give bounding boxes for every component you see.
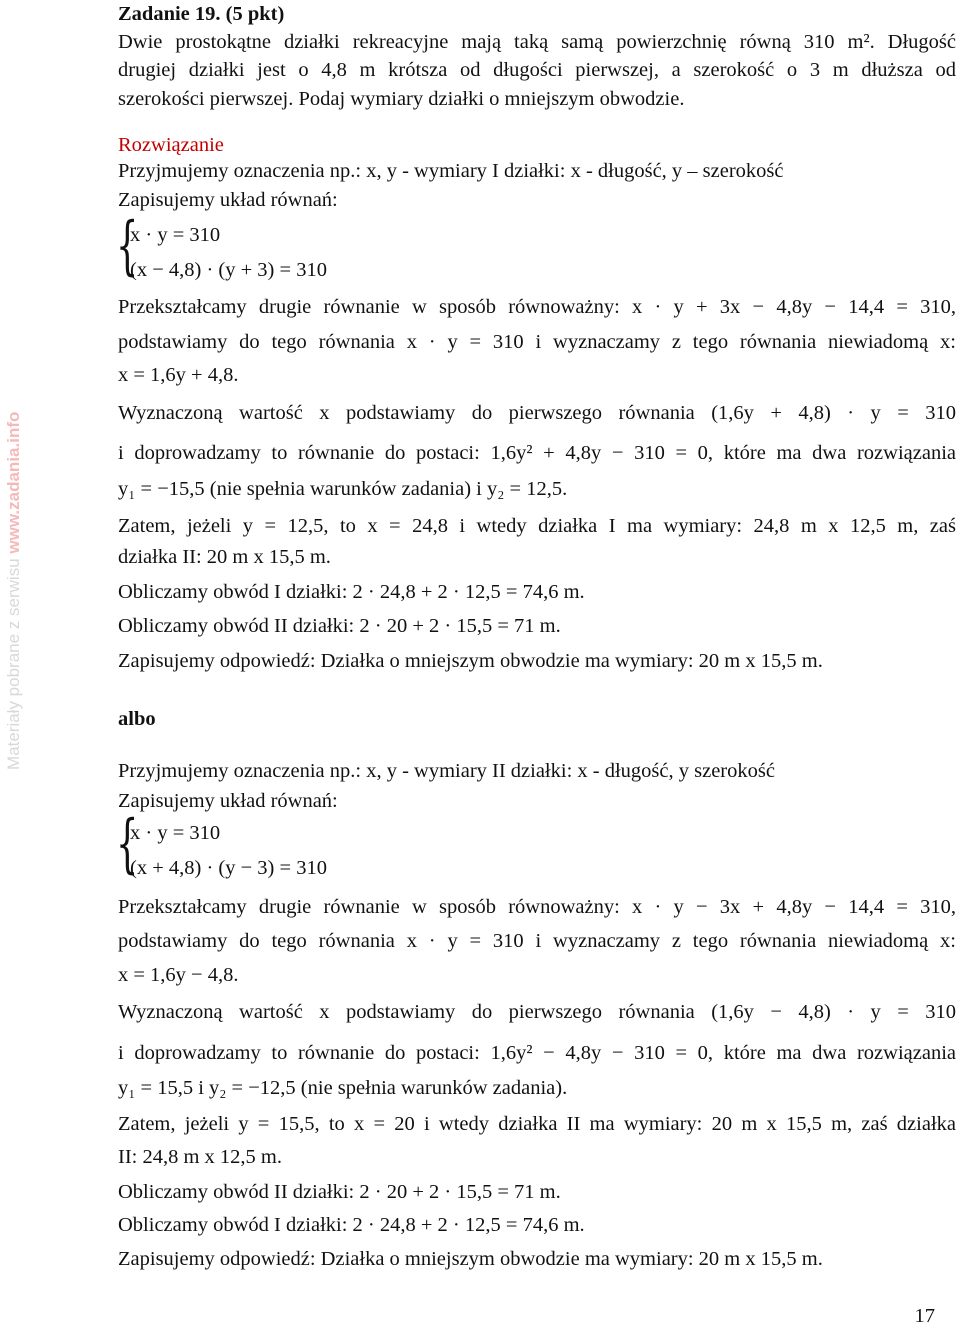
solution1-x-expression: x = 1,6y + 4,8. (118, 364, 239, 386)
solution1-roots: y₁ = −15,5 (nie spełnia warunków zadania) i y₂ = 12,5. (118, 478, 568, 500)
solution2-system-label: Zapisujemy układ równań: (118, 790, 338, 812)
task-header (118, 2, 284, 26)
task-text-line-3: szerokości pierwszej. Podaj wymiary działki o mniejszym obwodzie. (118, 88, 685, 110)
solution1-substitute: podstawiamy do tego równania x · y = 310 i wyznaczamy z tego równania niewiadomą x: (118, 331, 956, 353)
watermark (4, 412, 24, 770)
watermark-link[interactable]: www.zadania.info (4, 411, 23, 554)
solution1-eq2: (x − 4,8) · (y + 3) = 310 (130, 259, 327, 281)
solution2-then-line-1: Zatem, jeżeli y = 15,5, to x = 20 i wtedy działka II ma wymiary: 20 m x 15,5 m, zaś działka (118, 1113, 956, 1135)
solution1-perimeter-2: Obliczamy obwód II działki: 2 · 20 + 2 · 15,5 = 71 m. (118, 615, 561, 637)
solution2-substitute: podstawiamy do tego równania x · y = 310 i wyznaczamy z tego równania niewiadomą x: (118, 930, 956, 952)
solution1-plug: Wyznaczoną wartość x podstawiamy do pierwszego równania (1,6y + 4,8) · y = 310 (118, 402, 956, 424)
system-brace-1: { (116, 209, 139, 283)
solution1-perimeter-1: Obliczamy obwód I działki: 2 · 24,8 + 2 · 12,5 = 74,6 m. (118, 581, 585, 603)
solution2-x-expression: x = 1,6y − 4,8. (118, 964, 239, 986)
solution1-system-label: Zapisujemy układ równań: (118, 189, 338, 211)
solution2-perimeter-1: Obliczamy obwód II działki: 2 · 20 + 2 · 15,5 = 71 m. (118, 1181, 561, 1203)
task-points: (5 pkt) (225, 3, 285, 25)
watermark-text: Materiały pobrane z serwisu (4, 553, 23, 770)
solution2-plug: Wyznaczoną wartość x podstawiamy do pierwszego równania (1,6y − 4,8) · y = 310 (118, 1001, 956, 1023)
solution1-then-line-1: Zatem, jeżeli y = 12,5, to x = 24,8 i wtedy działka I ma wymiary: 24,8 m x 12,5 m, zaś (118, 515, 956, 537)
solution2-perimeter-2: Obliczamy obwód I działki: 2 · 24,8 + 2 · 12,5 = 74,6 m. (118, 1214, 585, 1236)
solution1-transform: Przekształcamy drugie równanie w sposób równoważny: x · y + 3x − 4,8y − 14,4 = 310, (118, 296, 956, 318)
solution1-intro: Przyjmujemy oznaczenia np.: x, y - wymiary I działki: x - długość, y – szerokość (118, 160, 784, 182)
solution2-transform: Przekształcamy drugie równanie w sposób równoważny: x · y − 3x + 4,8y − 14,4 = 310, (118, 896, 956, 918)
solution-heading: Rozwiązanie (118, 134, 224, 156)
solution1-then-line-2: działka II: 20 m x 15,5 m. (118, 546, 331, 568)
page-number: 17 (914, 1305, 935, 1327)
solution1-quadratic: i doprowadzamy to równanie do postaci: 1,6y² + 4,8y − 310 = 0, które ma dwa rozwiązania (118, 442, 956, 464)
solution1-answer: Zapisujemy odpowiedź: Działka o mniejszym obwodzie ma wymiary: 20 m x 15,5 m. (118, 650, 823, 672)
task-title: Zadanie 19. (118, 3, 221, 25)
task-text-line-1: Dwie prostokątne działki rekreacyjne mają taką samą powierzchnię równą 310 m². Długość (118, 31, 956, 53)
solution2-intro: Przyjmujemy oznaczenia np.: x, y - wymiary II działki: x - długość, y szerokość (118, 760, 775, 782)
solution2-eq1: x · y = 310 (130, 822, 221, 844)
solution2-then-line-2: II: 24,8 m x 12,5 m. (118, 1146, 282, 1168)
solution2-eq2: (x + 4,8) · (y − 3) = 310 (130, 857, 327, 879)
solution1-eq1: x · y = 310 (130, 224, 221, 246)
task-text-line-2: drugiej działki jest o 4,8 m krótsza od długości pierwszej, a szerokość o 3 m dłuższa od (118, 59, 956, 81)
solution2-roots: y₁ = 15,5 i y₂ = −12,5 (nie spełnia warunków zadania). (118, 1077, 568, 1099)
solution2-answer: Zapisujemy odpowiedź: Działka o mniejszym obwodzie ma wymiary: 20 m x 15,5 m. (118, 1248, 823, 1270)
solution2-quadratic: i doprowadzamy to równanie do postaci: 1,6y² − 4,8y − 310 = 0, które ma dwa rozwiązania (118, 1042, 956, 1064)
alternative-label: albo (118, 708, 156, 730)
system-brace-2: { (116, 807, 139, 881)
